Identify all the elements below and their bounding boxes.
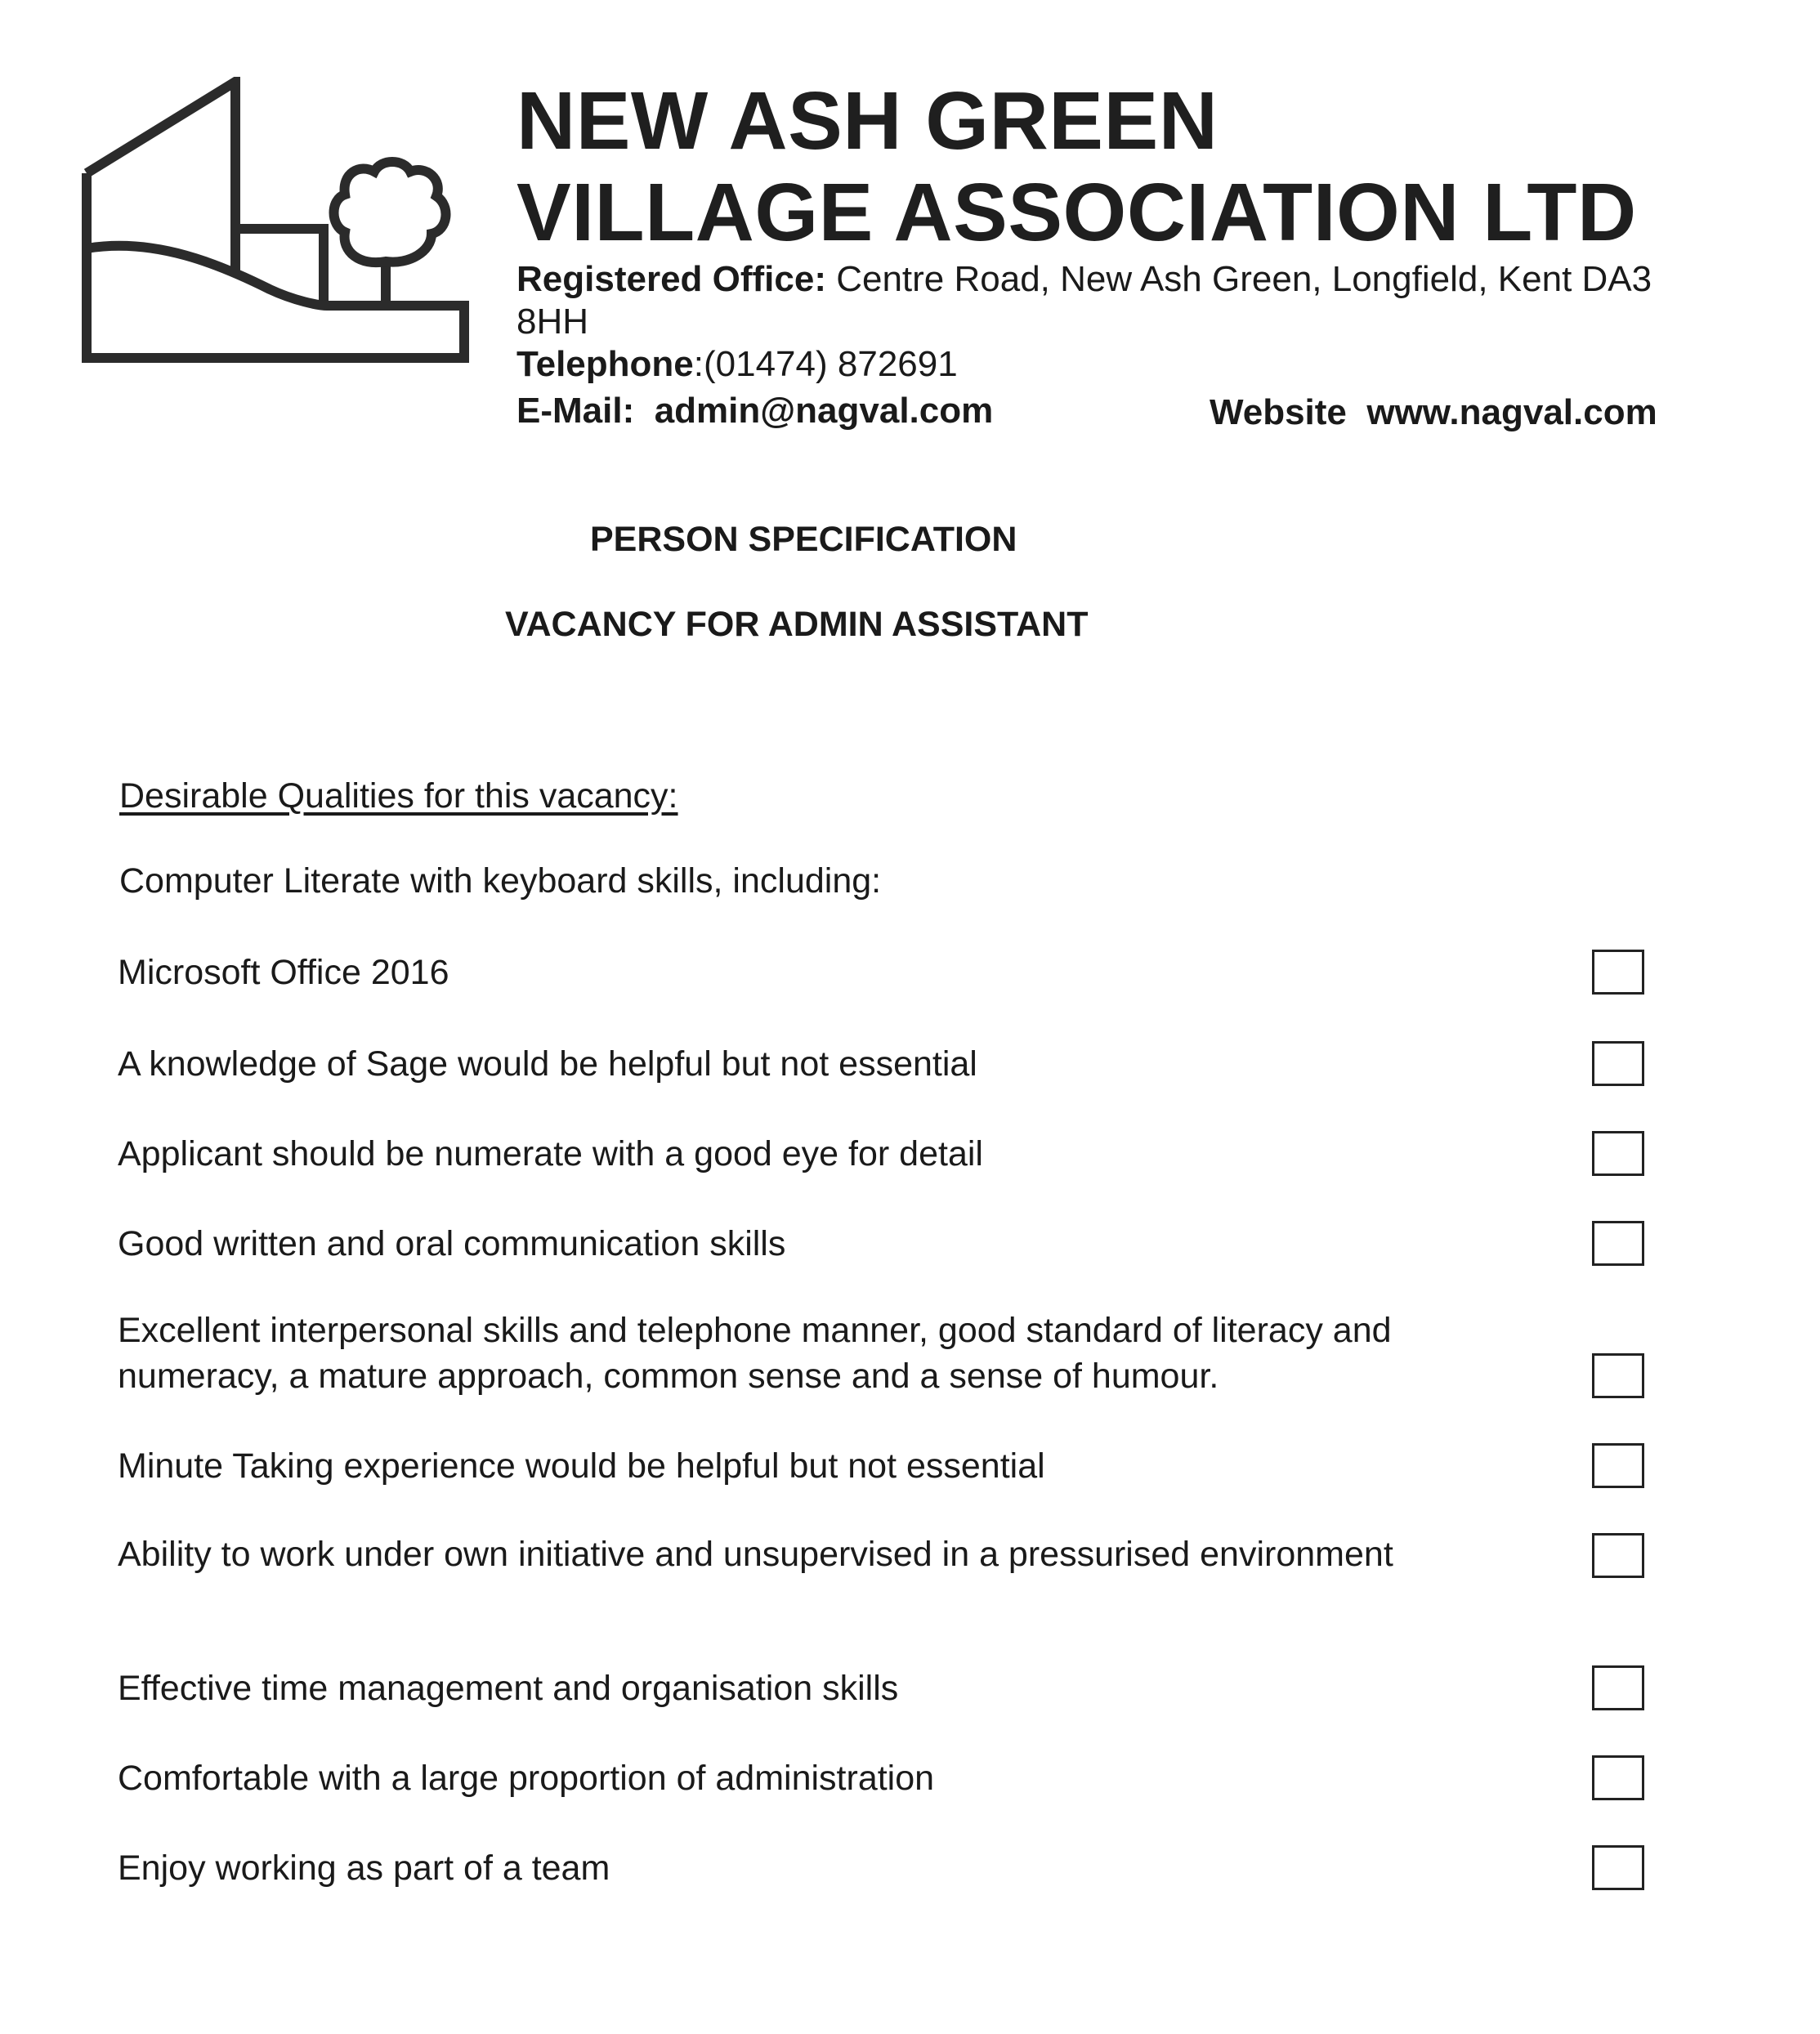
website-value[interactable]: www.nagval.com [1366,392,1657,432]
document-subtitle: VACANCY FOR ADMIN ASSISTANT [505,605,1089,644]
quality-checkbox[interactable] [1592,1665,1644,1710]
telephone-label: Telephone [516,344,694,384]
quality-item: Applicant should be numerate with a good eye for detail [118,1134,983,1173]
quality-item: Microsoft Office 2016 [118,953,449,992]
website-label: Website [1210,392,1347,432]
registered-office [516,258,1710,343]
email-label: E-Mail: [516,391,635,431]
quality-checkbox[interactable] [1592,1353,1644,1398]
email [516,391,993,431]
registered-office-value: Centre Road, New Ash Green, Longfield, Kent DA3 8HH [516,259,1652,342]
quality-checkbox[interactable] [1592,1221,1644,1266]
organisation-name-line-2: VILLAGE ASSOCIATION LTD [516,167,1637,258]
quality-item: Ability to work under own initiative and unsupervised in a pressurised environment [118,1535,1393,1574]
quality-item: Comfortable with a large proportion of administration [118,1759,935,1798]
registered-office-label: Registered Office: [516,259,826,299]
document-title: PERSON SPECIFICATION [590,520,1017,559]
quality-checkbox[interactable] [1592,1845,1644,1890]
quality-checkbox[interactable] [1592,1755,1644,1800]
telephone [516,343,1710,386]
quality-checkbox[interactable] [1592,950,1644,995]
organisation-name [516,75,1637,258]
email-value[interactable]: admin@nagval.com [654,391,994,431]
contact-details [516,258,1710,386]
quality-item: A knowledge of Sage would be helpful but not essential [118,1044,977,1084]
quality-item: Effective time management and organisation skills [118,1669,899,1708]
quality-checkbox[interactable] [1592,1041,1644,1086]
telephone-value: :(01474) 872691 [693,344,958,384]
quality-item: Excellent interpersonal skills and telephone manner, good standard of literacy and numeracy, a mature approach, common sense and a sense of humour. [118,1311,1392,1396]
quality-item: Minute Taking experience would be helpful but not essential [118,1446,1045,1486]
quality-checkbox[interactable] [1592,1131,1644,1176]
intro-text: Computer Literate with keyboard skills, including: [119,861,882,901]
quality-checkbox[interactable] [1592,1533,1644,1578]
section-title: Desirable Qualities for this vacancy: [119,776,678,816]
quality-item: Good written and oral communication skills [118,1224,786,1263]
website [1210,392,1657,433]
association-logo [82,77,469,363]
organisation-name-line-1: NEW ASH GREEN [516,75,1219,167]
quality-item: Enjoy working as part of a team [118,1848,610,1888]
quality-checkbox[interactable] [1592,1443,1644,1488]
